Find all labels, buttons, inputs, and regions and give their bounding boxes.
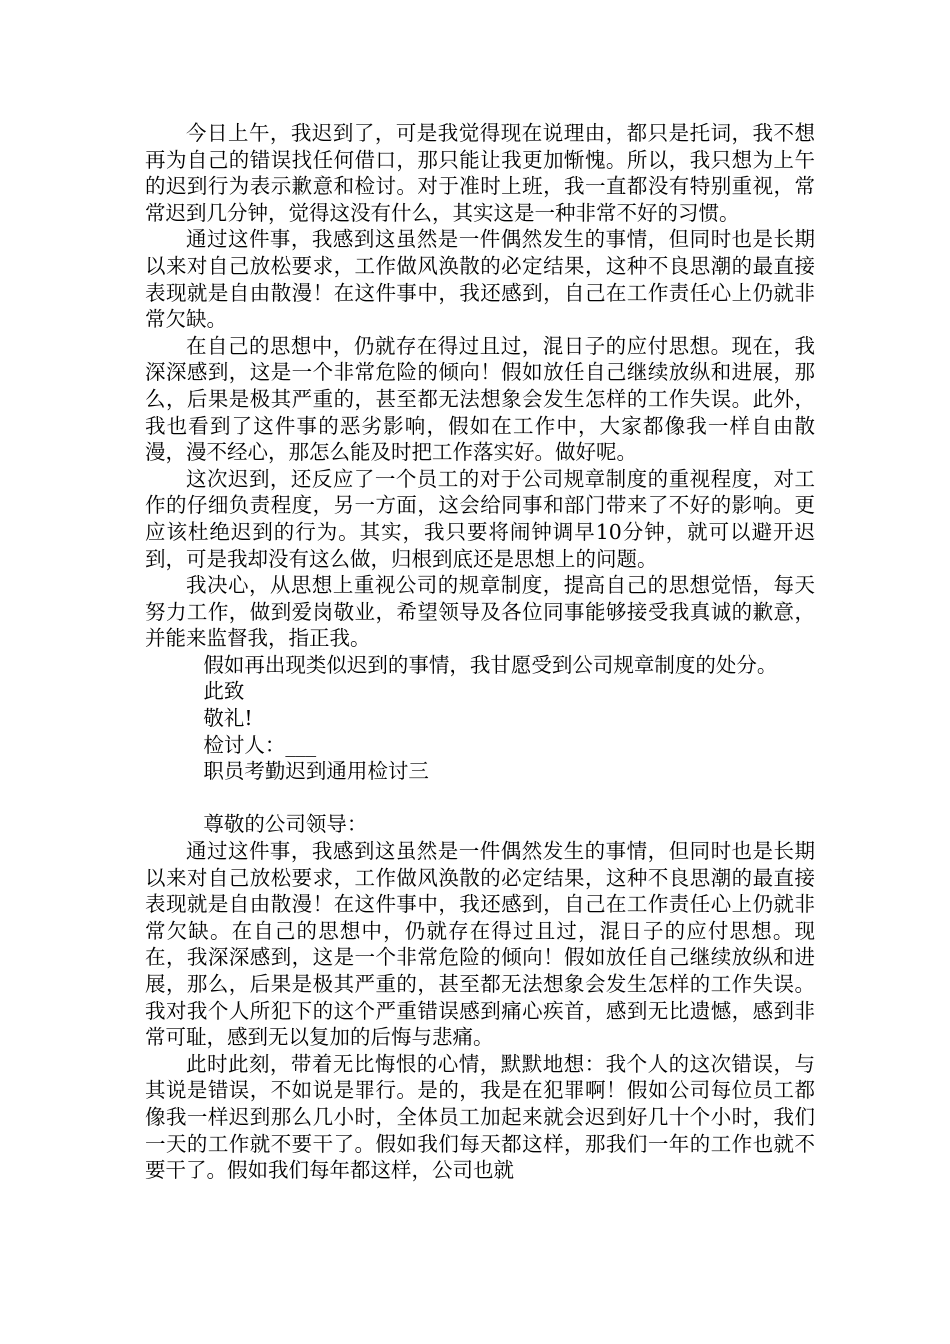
paragraph-regret: 此时此刻，带着无比悔恨的心情，默默地想：我个人的这次错误，与其说是错误，不如说是罪行。是的，我是在犯罪啊！假如公司每位员工都像我一样迟到那么几小时，全体员工加起来就会迟到好几十个小时，我们一天的工作就不要干了。假如我们每天都这样，那我们一年的工作也就不要干了。假如我们每年都这样，公司也就 <box>145 1051 815 1183</box>
salutation-line-2: 敬礼! <box>203 706 253 731</box>
paragraph-reflection: 通过这件事，我感到这虽然是一件偶然发生的事情，但同时也是长期以来对自己放松要求，工作做风涣散的必定结果，这种不良思潮的最直接表现就是自由散漫！在这件事中，我还感到，自己在工作责任心上仍就非常欠缺。 <box>145 227 815 332</box>
paragraph-resolution: 我决心，从思想上重视公司的规章制度，提高自己的思想觉悟，每天努力工作，做到爱岗敬业，希望领导及各位同事能够接受我真诚的歉意，并能来监督我，指正我。 <box>145 573 815 651</box>
signer-line: 检讨人：___ <box>203 732 317 757</box>
section-title: 职员考勤迟到通用检讨三 <box>203 759 429 784</box>
repeat-note: 假如再出现类似迟到的事情，我甘愿受到公司规章制度的处分。 <box>203 652 778 677</box>
paragraph-rules: 这次迟到，还反应了一个员工的对于公司规章制度的重视程度，对工作的仔细负责程度，另一方面，这会给同事和部门带来了不好的影响。更应该杜绝迟到的行为。其实，我只要将闹钟调早10分钟，就可以避开迟到，可是我却没有这么做，归根到底还是思想上的问题。 <box>145 466 815 571</box>
paragraph-apology-intro: 今日上午，我迟到了，可是我觉得现在说理由，都只是托词，我不想再为自己的错误找任何借口，那只能让我更加惭愧。所以，我只想为上午的迟到行为表示歉意和检讨。对于准时上班，我一直都没有特别重视，常常迟到几分钟，觉得这没有什么，其实这是一种非常不好的习惯。 <box>145 121 815 225</box>
paragraph-second-reflection: 通过这件事，我感到这虽然是一件偶然发生的事情，但同时也是长期以来对自己放松要求，工作做风涣散的必定结果，这种不良思潮的最直接表现就是自由散漫！在这件事中，我还感到，自己在工作责任心上仍就非常欠缺。在自己的思想中，仍就存在得过且过，混日子的应付思想。现在，我深深感到，这是一个非常危险的倾向！假如放任自己继续放纵和进展，那么，后果是极其严重的，甚至都无法想象会发生怎样的工作失误。我对我个人所犯下的这个严重错误感到痛心疾首，感到无比遗憾，感到非常可耻，感到无以复加的后悔与悲痛。 <box>145 839 815 1050</box>
paragraph-danger: 在自己的思想中，仍就存在得过且过，混日子的应付思想。现在，我深深感到，这是一个非常危险的倾向！假如放任自己继续放纵和进展，那么，后果是极其严重的，甚至都无法想象会发生怎样的工作失误。此外，我也看到了这件事的恶劣影响，假如在工作中，大家都像我一样自由散漫，漫不经心，那怎么能及时把工作落实好。做好呢。 <box>145 333 815 465</box>
document-page <box>145 120 815 1184</box>
salutation-line-1: 此致 <box>203 679 245 704</box>
blank-line <box>145 785 815 812</box>
greeting: 尊敬的公司领导： <box>203 812 368 837</box>
